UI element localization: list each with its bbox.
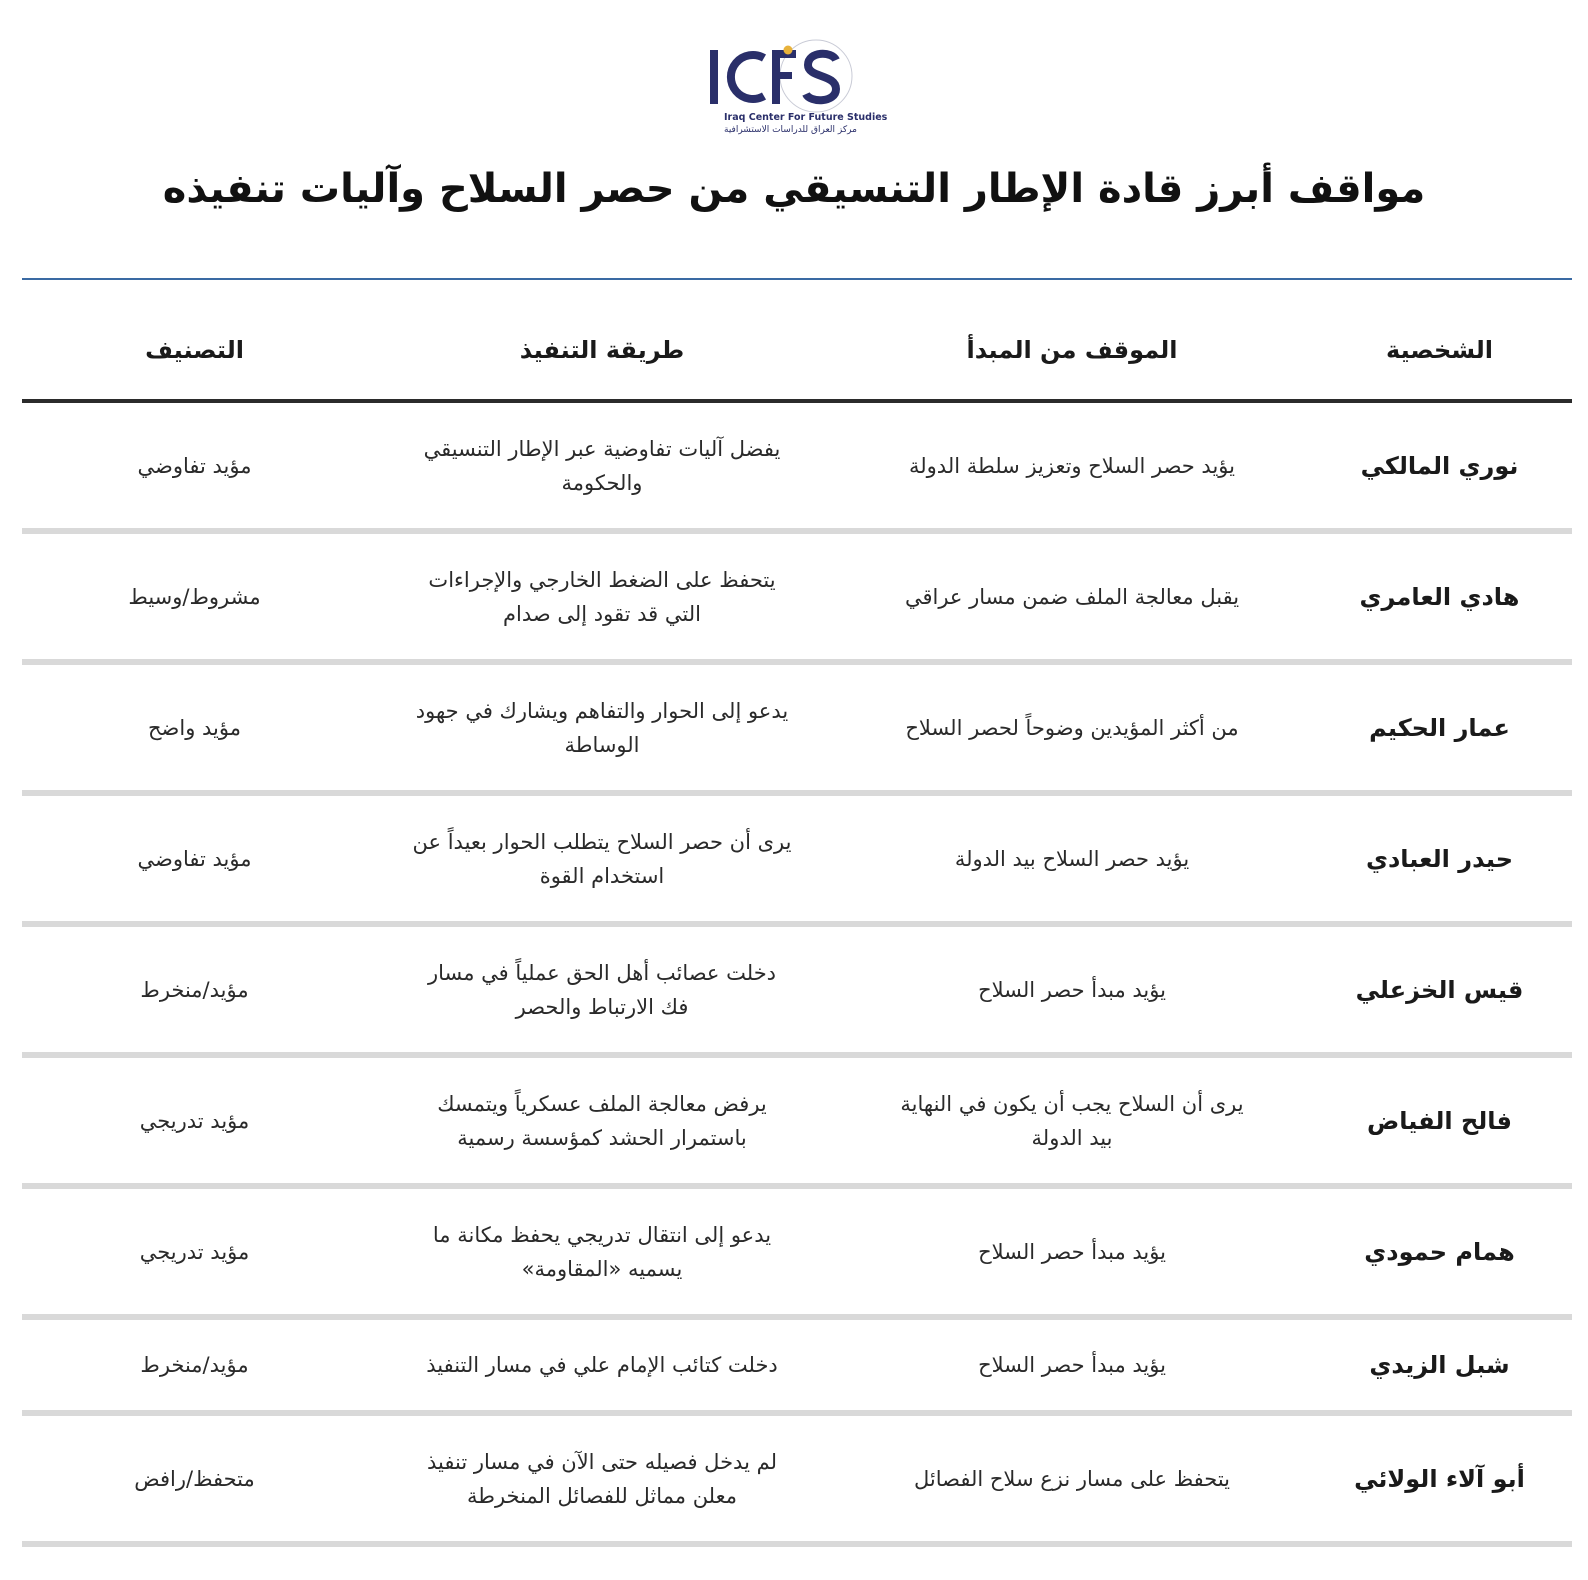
cell-name: شبل الزيدي <box>1369 1351 1510 1379</box>
table-row <box>22 1189 1572 1320</box>
page-title: مواقف أبرز قادة الإطار التنسيقي من حصر السلاح وآليات تنفيذه <box>162 166 1426 212</box>
cell-position: يؤيد مبدأ حصر السلاح <box>978 1353 1166 1377</box>
cell-position: يؤيد مبدأ حصر السلاح <box>978 1239 1166 1264</box>
cell-implementation: يدعو إلى انتقال تدريجي يحفظ مكانة ما يسميه «المقاومة» <box>432 1222 772 1281</box>
table-row <box>22 403 1572 534</box>
icfs-logo-mark <box>708 38 858 114</box>
cell-position: يؤيد مبدأ حصر السلاح <box>978 977 1166 1002</box>
table-row <box>22 665 1572 796</box>
cell-classification: مؤيد تفاوضي <box>137 453 252 478</box>
cell-classification: مؤيد تدريجي <box>139 1239 250 1264</box>
table-body <box>22 403 1572 1547</box>
cell-name: أبو آلاء الولائي <box>1354 1464 1525 1493</box>
cell-name: قيس الخزعلي <box>1355 975 1524 1004</box>
cell-name: هادي العامري <box>1359 582 1520 611</box>
cell-classification: مؤيد تفاوضي <box>137 846 252 871</box>
logo-english-text: Iraq Center For Future Studies <box>724 112 888 123</box>
cell-classification: مؤيد/منخرط <box>140 977 249 1002</box>
cell-implementation: لم يدخل فصيله حتى الآن في مسار تنفيذ معلن مماثل للفصائل المنخرطة <box>427 1449 777 1508</box>
table-row <box>22 534 1572 665</box>
cell-position: يؤيد حصر السلاح بيد الدولة <box>954 846 1190 871</box>
cell-name: نوري المالكي <box>1360 451 1519 480</box>
cell-classification: مؤيد واضح <box>148 715 242 740</box>
title-divider <box>22 278 1572 280</box>
cell-classification: مؤيد/منخرط <box>140 1353 249 1377</box>
table-row <box>22 1058 1572 1189</box>
cell-position: يقبل معالجة الملف ضمن مسار عراقي <box>904 584 1240 609</box>
cell-implementation: يرفض معالجة الملف عسكرياً ويتمسك باستمرار الحشد كمؤسسة رسمية <box>437 1091 767 1150</box>
cell-name: فالح الفياض <box>1367 1106 1512 1135</box>
logo-arabic-text: مركز العراق للدراسات الاستشرافية <box>724 125 857 135</box>
cell-classification: مؤيد تدريجي <box>139 1108 250 1133</box>
cell-implementation: دخلت عصائب أهل الحق عملياً في مسار فك الارتباط والحصر <box>427 960 777 1019</box>
cell-implementation: يدعو إلى الحوار والتفاهم ويشارك في جهود الوساطة <box>415 698 789 757</box>
header-implementation: طريقة التنفيذ <box>519 336 685 364</box>
cell-position: يؤيد حصر السلاح وتعزيز سلطة الدولة <box>909 453 1235 478</box>
cell-implementation: يتحفظ على الضغط الخارجي والإجراءات التي قد تقود إلى صدام <box>428 567 776 626</box>
table-row <box>22 927 1572 1058</box>
table-row <box>22 796 1572 927</box>
cell-name: همام حمودي <box>1364 1237 1515 1266</box>
cell-implementation: يفضل آليات تفاوضية عبر الإطار التنسيقي والحكومة <box>423 436 781 495</box>
icfs-logo <box>708 32 888 142</box>
cell-position: يرى أن السلاح يجب أن يكون في النهاية بيد الدولة <box>900 1091 1244 1150</box>
cell-name: عمار الحكيم <box>1369 713 1510 742</box>
header-classification: التصنيف <box>145 336 244 364</box>
cell-position: من أكثر المؤيدين وضوحاً لحصر السلاح <box>905 715 1239 740</box>
cell-classification: مشروط/وسيط <box>128 584 261 609</box>
cell-classification: متحفظ/رافض <box>134 1466 255 1491</box>
table-header <box>22 320 1572 380</box>
header-name: الشخصية <box>1386 336 1493 364</box>
table-row <box>22 1320 1572 1416</box>
cell-position: يتحفظ على مسار نزع سلاح الفصائل <box>913 1466 1231 1491</box>
cell-name: حيدر العبادي <box>1365 844 1514 873</box>
table-row <box>22 1416 1572 1547</box>
header-position: الموقف من المبدأ <box>966 336 1178 364</box>
cell-implementation: يرى أن حصر السلاح يتطلب الحوار بعيداً عن استخدام القوة <box>412 829 792 888</box>
cell-implementation: دخلت كتائب الإمام علي في مسار التنفيذ <box>426 1353 778 1377</box>
